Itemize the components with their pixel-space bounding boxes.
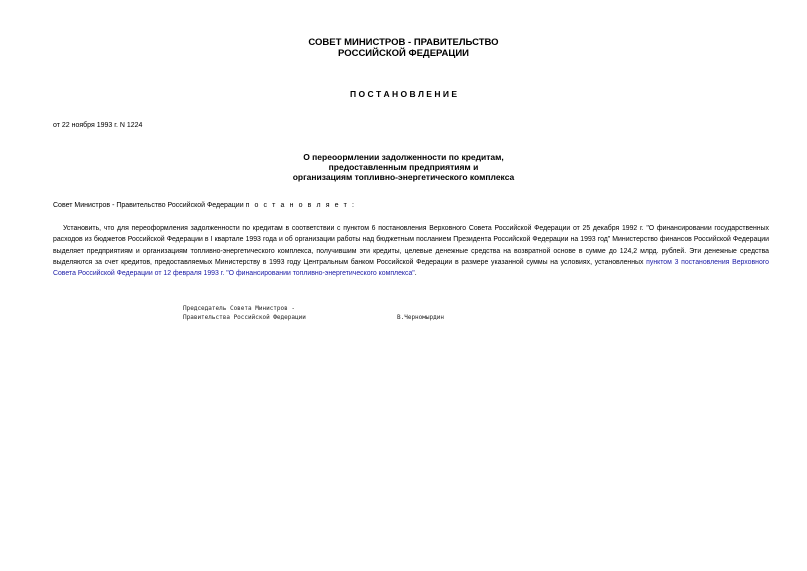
body-text: Установить, что для переоформления задолженности по кредитам в соответствии с пунктом 6 постановления Верховного Совета Российской Федерации от 25 декабря 1992 г. "О финансировании государственных расходов из бюджетов Российской Федерации в I квартале 1993 года и об организации работы над бюджетным посланием Президента Российской Федерации на 1993 год" Министерство финансов Российской Федерации выделяет предприятиям и организациям топливно-энергетического комплекса, получившим эти кредиты, целевые денежные средства на возвратной основе в сумме до 124,2 млрд. рублей. Эти денежные средства выделяются за счет кредитов, предоставляемых Министерству в 1993 году Центральным банком Российской Федерации в размере указанной суммы на условиях, установленных [53,225,769,266]
signature-title-line-1: Председатель Совета Министров - [183,305,295,312]
issuer-line-2: РОССИЙСКОЙ ФЕДЕРАЦИИ [337,48,469,59]
document-subject [250,152,557,182]
signature-name: В.Черномырдин [397,314,444,321]
reference-link[interactable]: пунктом 3 постановления Верховного Совета Российской Федерации от 12 февраля 1993 г. "О финансировании топливно-энергетического комплекса" [53,258,769,278]
issuer-title [0,37,807,59]
document-type: П О С Т А Н О В Л Е Н И Е [350,89,457,99]
issuer-line-1: СОВЕТ МИНИСТРОВ - ПРАВИТЕЛЬСТВО [308,37,499,48]
preamble [53,201,356,210]
preamble-decree: п о с т а н о в л я е т : [245,202,356,209]
decree-body [53,223,769,279]
subject-line-1: О переоормлении задолженности по кредитам, [303,152,504,162]
preamble-text: Совет Министров - Правительство Российской Федерации [53,202,246,209]
document-date-number: от 22 ноября 1993 г. N 1224 [53,122,143,129]
subject-line-2: предоставленным предприятиям и [328,162,479,172]
body-end: . [414,270,417,278]
signature-title-line-2: Правительства Российской Федерации [183,314,306,321]
subject-line-3: организациям топливно-энергетического комплекса [292,172,515,182]
